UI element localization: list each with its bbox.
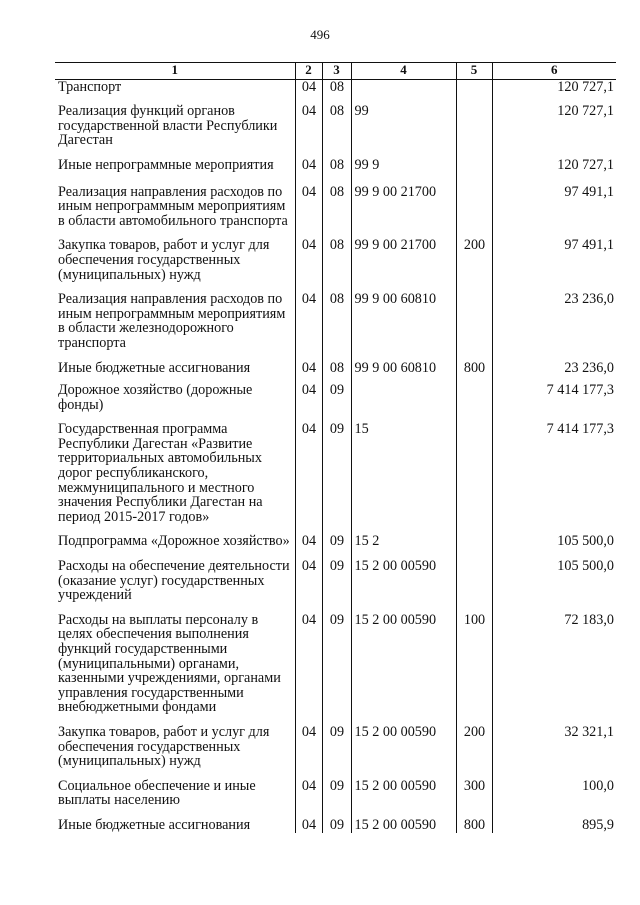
subsection-code: 08	[322, 158, 351, 185]
table-row	[55, 559, 616, 613]
expense-type-code	[456, 158, 492, 185]
table-row	[55, 779, 616, 818]
expense-type-code: 800	[456, 818, 492, 833]
amount: 23 236,0	[492, 292, 616, 360]
budget-table	[55, 62, 616, 833]
subsection-code: 09	[322, 559, 351, 613]
section-code: 04	[295, 559, 322, 613]
section-code: 04	[295, 158, 322, 185]
expense-type-code	[456, 383, 492, 422]
amount: 120 727,1	[492, 104, 616, 158]
expense-type-code: 200	[456, 238, 492, 292]
amount: 23 236,0	[492, 361, 616, 384]
target-article-code: 99 9 00 21700	[351, 185, 456, 239]
target-article-code: 99	[351, 104, 456, 158]
subsection-code: 09	[322, 779, 351, 818]
section-code: 04	[295, 725, 322, 779]
target-article-code: 15	[351, 422, 456, 534]
subsection-code: 08	[322, 292, 351, 360]
table-row	[55, 79, 616, 104]
table-row	[55, 613, 616, 725]
expense-type-code: 300	[456, 779, 492, 818]
section-code: 04	[295, 185, 322, 239]
amount: 32 321,1	[492, 725, 616, 779]
amount: 120 727,1	[492, 79, 616, 104]
subsection-code: 09	[322, 534, 351, 559]
table-row	[55, 534, 616, 559]
section-code: 04	[295, 534, 322, 559]
expense-type-code: 200	[456, 725, 492, 779]
column-header: 4	[351, 63, 456, 80]
section-code: 04	[295, 79, 322, 104]
row-name: Расходы на выплаты персоналу в целях обеспечения выполнения функций государственными (муниципальными) органами, казенными учреждениями, органами управления государственными внебюджетными фондами	[58, 611, 281, 716]
table-row	[55, 725, 616, 779]
section-code: 04	[295, 779, 322, 818]
expense-type-code	[456, 292, 492, 360]
amount: 72 183,0	[492, 613, 616, 725]
target-article-code: 15 2 00 00590	[351, 818, 456, 833]
page-number: 496	[310, 27, 330, 42]
row-name: Подпрограмма «Дорожное хозяйство»	[58, 533, 290, 550]
table-row	[55, 422, 616, 534]
section-code: 04	[295, 361, 322, 384]
section-code: 04	[295, 818, 322, 833]
row-name: Реализация функций органов государственной власти Республики Дагестан	[58, 103, 278, 149]
row-name: Реализация направления расходов по иным непрограммным мероприятиям в области железнодорожного транспорта	[58, 291, 286, 351]
column-header: 6	[492, 63, 616, 80]
row-name: Транспорт	[58, 78, 122, 95]
target-article-code: 99 9 00 60810	[351, 292, 456, 360]
table-row	[55, 238, 616, 292]
section-code: 04	[295, 292, 322, 360]
subsection-code: 09	[322, 422, 351, 534]
subsection-code: 09	[322, 383, 351, 422]
section-code: 04	[295, 104, 322, 158]
amount: 7 414 177,3	[492, 383, 616, 422]
target-article-code: 15 2 00 00590	[351, 613, 456, 725]
target-article-code	[351, 383, 456, 422]
expense-type-code: 100	[456, 613, 492, 725]
section-code: 04	[295, 613, 322, 725]
amount: 895,9	[492, 818, 616, 833]
target-article-code: 15 2 00 00590	[351, 559, 456, 613]
column-header: 2	[295, 63, 322, 80]
target-article-code: 99 9 00 21700	[351, 238, 456, 292]
table-row	[55, 158, 616, 185]
row-name: Закупка товаров, работ и услуг для обеспечения государственных (муниципальных) нужд	[58, 723, 270, 770]
amount: 7 414 177,3	[492, 422, 616, 534]
amount: 100,0	[492, 779, 616, 818]
expense-type-code	[456, 185, 492, 239]
expense-type-code	[456, 559, 492, 613]
subsection-code: 08	[322, 238, 351, 292]
column-header: 5	[456, 63, 492, 80]
subsection-code: 08	[322, 104, 351, 158]
expense-type-code	[456, 422, 492, 534]
column-header: 3	[322, 63, 351, 80]
row-name: Иные бюджетные ассигнования	[58, 816, 251, 833]
subsection-code: 08	[322, 79, 351, 104]
amount: 97 491,1	[492, 185, 616, 239]
table-row	[55, 383, 616, 422]
table-row	[55, 104, 616, 158]
amount: 97 491,1	[492, 238, 616, 292]
row-name: Реализация направления расходов по иным непрограммным мероприятиям в области автомобильного транспорта	[58, 183, 288, 229]
target-article-code: 99 9 00 60810	[351, 361, 456, 384]
target-article-code	[351, 79, 456, 104]
expense-type-code	[456, 79, 492, 104]
amount: 120 727,1	[492, 158, 616, 185]
target-article-code: 15 2 00 00590	[351, 779, 456, 818]
section-code: 04	[295, 422, 322, 534]
subsection-code: 08	[322, 185, 351, 239]
table-row	[55, 292, 616, 360]
expense-type-code: 800	[456, 361, 492, 384]
section-code: 04	[295, 383, 322, 422]
table-body	[55, 79, 616, 832]
row-name: Закупка товаров, работ и услуг для обеспечения государственных (муниципальных) нужд	[58, 237, 270, 283]
subsection-code: 09	[322, 818, 351, 833]
subsection-code: 08	[322, 361, 351, 384]
column-header: 1	[55, 63, 295, 80]
table-row	[55, 818, 616, 833]
expense-type-code	[456, 104, 492, 158]
table-row	[55, 185, 616, 239]
amount: 105 500,0	[492, 534, 616, 559]
row-name: Иные бюджетные ассигнования	[58, 359, 251, 376]
subsection-code: 09	[322, 725, 351, 779]
row-name: Государственная программа Республики Дагестан «Развитие территориальных автомобильных дорог республиканского, межмуниципального и местного значения Республики Дагестан на период 2015-2017 годов»	[58, 421, 263, 525]
header-row	[55, 63, 616, 80]
row-name: Дорожное хозяйство (дорожные фонды)	[58, 382, 253, 413]
target-article-code: 99 9	[351, 158, 456, 185]
expense-type-code	[456, 534, 492, 559]
subsection-code: 09	[322, 613, 351, 725]
row-name: Социальное обеспечение и иные выплаты населению	[58, 777, 256, 809]
target-article-code: 15 2	[351, 534, 456, 559]
amount: 105 500,0	[492, 559, 616, 613]
table-row	[55, 361, 616, 384]
row-name: Расходы на обеспечение деятельности (оказание услуг) государственных учреждений	[58, 558, 290, 604]
row-name: Иные непрограммные мероприятия	[58, 156, 274, 173]
section-code: 04	[295, 238, 322, 292]
target-article-code: 15 2 00 00590	[351, 725, 456, 779]
